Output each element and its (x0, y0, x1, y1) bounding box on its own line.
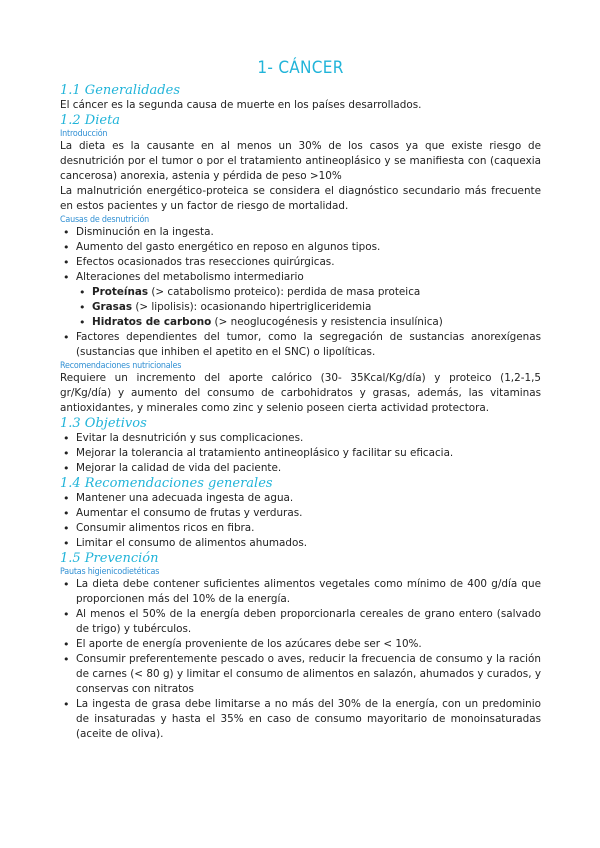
list-item: • La ingesta de grasa debe limitarse a no más del 30% de la energía, con un predominio de insaturadas y hasta el 35% en caso de consumo mayoritario de monoinsaturadas (aceite de oliva). (76, 697, 541, 742)
list-item-text: Alteraciones del metabolismo intermediario (76, 271, 304, 283)
term: Proteínas (92, 286, 149, 298)
paragraph: La dieta es la causante en al menos un 30% de los casos ya que existe riesgo de desnutrición por el tumor o por el tratamiento antineoplásico y se manifiesta con (caquexia cancerosa) anorexia, astenia y pérdida de peso >10% (60, 140, 541, 182)
page-title: 1- CÁNCER (257, 58, 344, 78)
list-item (92, 315, 541, 330)
list-item: • Disminución en la ingesta. (76, 225, 541, 240)
list-item: • Mejorar la calidad de vida del paciente. (76, 461, 541, 476)
term-desc: (> catabolismo proteico): perdida de masa proteica (148, 286, 421, 298)
list-item (92, 300, 541, 315)
list-item: • Evitar la desnutrición y sus complicaciones. (76, 431, 541, 446)
section-heading-generalidades: 1.1 Generalidades (60, 83, 180, 98)
list-item: • Consumir preferentemente pescado o aves, reducir la frecuencia de consumo y la ración de carnes (< 80 g) y limitar el consumo de alimentos en salazón, ahumados y curados, y conservas con nitratos (76, 652, 541, 697)
list-item: • Al menos el 50% de la energía deben proporcionarla cereales de grano entero (salvado de trigo) y tubérculos. (76, 607, 541, 637)
objectives-list (60, 431, 541, 476)
paragraph: El cáncer es la segunda causa de muerte en los países desarrollados. (60, 99, 422, 111)
list-item (92, 285, 541, 300)
section-heading-objetivos: 1.3 Objetivos (60, 416, 147, 431)
subheading-causas: Causas de desnutrición (60, 214, 150, 225)
term-desc: (> lipolisis): ocasionando hipertrigliceridemia (132, 301, 372, 313)
list-item: • Mantener una adecuada ingesta de agua. (76, 491, 541, 506)
metabolism-sublist (76, 285, 541, 330)
prevention-list (60, 577, 541, 742)
subheading-recomendaciones-nutricionales: Recomendaciones nutricionales (60, 360, 182, 371)
subheading-pautas: Pautas higienicodietéticas (60, 566, 160, 577)
list-item: • Aumentar el consumo de frutas y verduras. (76, 506, 541, 521)
causes-list (60, 225, 541, 360)
list-item: • El aporte de energía proveniente de los azúcares debe ser < 10%. (76, 637, 541, 652)
list-item (76, 270, 541, 330)
general-recommendations-list (60, 491, 541, 551)
section-heading-dieta: 1.2 Dieta (60, 113, 121, 128)
list-item: • Efectos ocasionados tras resecciones quirúrgicas. (76, 255, 541, 270)
paragraph: Requiere un incremento del aporte calórico (30- 35Kcal/Kg/día) y proteico (1,2-1,5 gr/Kg/día) y aumento del consumo de carbohidratos y grasas, además, las vitaminas antioxidantes, y minerales como zinc y selenio poseen cierta actividad protectora. (60, 372, 541, 414)
list-item: • Mejorar la tolerancia al tratamiento antineoplásico y facilitar su eficacia. (76, 446, 541, 461)
section-heading-prevencion: 1.5 Prevención (60, 551, 159, 566)
list-item: • Aumento del gasto energético en reposo en algunos tipos. (76, 240, 541, 255)
paragraph: La malnutrición energético-proteica se considera el diagnóstico secundario más frecuente en estos pacientes y un factor de riesgo de mortalidad. (60, 185, 541, 212)
list-item: • La dieta debe contener suficientes alimentos vegetales como mínimo de 400 g/día que proporcionen más del 10% de la energía. (76, 577, 541, 607)
section-heading-recomendaciones-generales: 1.4 Recomendaciones generales (60, 476, 273, 491)
term-desc: (> neoglucogénesis y resistencia insulínica) (211, 316, 443, 328)
list-item: • Limitar el consumo de alimentos ahumados. (76, 536, 541, 551)
list-item: • Factores dependientes del tumor, como la segregación de sustancias anorexígenas (sustancias que inhiben el apetito en el SNC) o lipolíticas. (76, 330, 541, 360)
list-item: • Consumir alimentos ricos en fibra. (76, 521, 541, 536)
subheading-introduccion: Introducción (60, 128, 108, 139)
term: Hidratos de carbono (92, 316, 212, 328)
term: Grasas (92, 301, 133, 313)
